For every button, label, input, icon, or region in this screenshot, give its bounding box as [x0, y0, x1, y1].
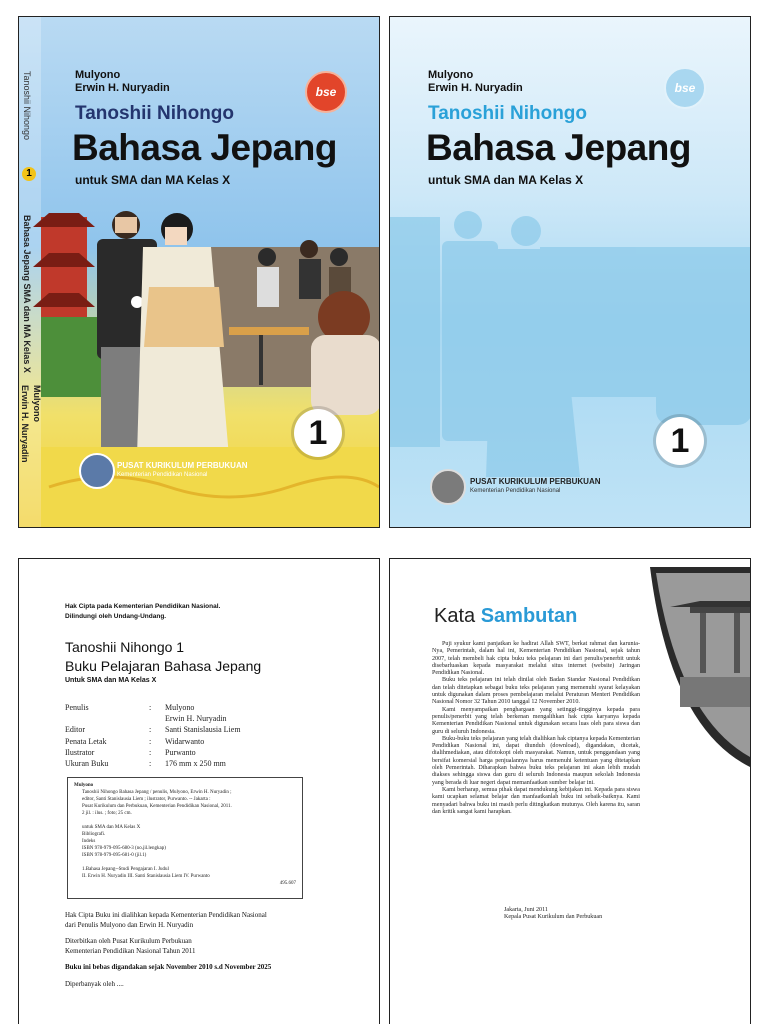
- catalog-line: [74, 859, 296, 866]
- credit-row: [65, 724, 241, 735]
- rights-transfer-1: Hak Cipta Buku ini dialihkan kepada Kementerian Pendidikan Nasional: [65, 911, 267, 919]
- catalog-line: [74, 817, 296, 824]
- credit-value: Purwanto: [165, 747, 196, 757]
- cover-authors: [75, 69, 170, 95]
- credit-row: [65, 713, 241, 724]
- cover-subtitle: untuk SMA dan MA Kelas X: [75, 173, 231, 187]
- catalog-line: 1.Bahasa Jepang--Studi Pengajaran I. Judul: [82, 867, 169, 872]
- catalog-line: untuk SMA dan MA Kelas X: [82, 825, 141, 830]
- bse-badge: bse: [305, 71, 347, 113]
- credit-row: [65, 702, 241, 713]
- spine-author1: Mulyono: [32, 385, 42, 422]
- spine-author2: Erwin H. Nuryadin: [20, 385, 30, 463]
- ministry-logo-icon: [430, 469, 466, 505]
- catalog-line: Tanoshii Nihongo Bahasa Jepang / penulis, Mulyono, Erwin H. Nuryadin ;: [82, 790, 232, 795]
- catalog-line: Mulyono: [74, 783, 94, 788]
- book-audience: Untuk SMA dan MA Kelas X: [65, 677, 157, 684]
- bse-badge: bse: [664, 67, 706, 109]
- foreword-heading: [434, 605, 577, 628]
- front-cover: [18, 16, 380, 528]
- book-title: Tanoshii Nihongo 1: [65, 639, 185, 655]
- volume-badge: 1: [294, 409, 342, 457]
- free-copy-note: Buku ini bebas digandakan sejak November 2010 s.d November 2025: [65, 963, 272, 971]
- signatory: Kepala Pusat Kurikulum dan Perbukuan: [504, 914, 603, 921]
- heading-plain: Kata: [434, 605, 481, 627]
- catalog-line: editor, Santi Stanislausia Liem ; ilustrator, Purwanto. -- Jakarta :: [82, 797, 211, 802]
- credit-label: Ilustrator: [65, 747, 95, 757]
- published-by-1: Diterbitkan oleh Pusat Kurikulum Perbukuan: [65, 937, 192, 945]
- catalog-number: 495.607: [279, 881, 296, 886]
- spine-title: Bahasa Jepang SMA dan MA Kelas X: [22, 215, 32, 373]
- catalog-line: Bibliografi.: [82, 832, 106, 837]
- credit-sep: :: [149, 736, 152, 746]
- foreword-page: [389, 558, 751, 1024]
- credit-value: 176 mm x 250 mm: [165, 759, 226, 769]
- credit-sep: :: [149, 725, 152, 735]
- credit-row: [65, 736, 241, 747]
- foreword-paragraph: Kami berharap, semua pihak dapat mendukung kebijakan ini. Kepada para siswa kami ucapkan selamat belajar dan manfaatkanlah buku ini sebaik-baiknya. Kami menyadari bahwa buku ini masih perlu ditingkatkan mutunya. Oleh karena itu, saran dan kritik sangat kami harapkan.: [432, 786, 640, 815]
- inner-title-page: [389, 16, 751, 528]
- rights-transfer-2: dari Penulis Mulyono dan Erwin H. Nuryadin: [65, 921, 194, 929]
- catalog-box: [67, 777, 303, 899]
- author-2: Erwin H. Nuryadin: [75, 82, 170, 94]
- catalog-line: ISBN 978-979-095-680-3 (no.jil.lengkap): [82, 846, 166, 851]
- rights-line-1: Hak Cipta pada Kementerian Pendidikan Nasional.: [65, 603, 221, 610]
- credit-value: Santi Stanislausia Liem: [165, 725, 241, 735]
- credit-label: Editor: [65, 725, 85, 735]
- foreword-paragraph: Puji syukur kami panjatkan ke hadirat Allah SWT, berkat rahmat dan karunia-Nya, Pemerintah, dalam hal ini, Kementerian Pendidikan Nasional, sejak tahun 2007, telah membeli hak cipta buku teks pelajaran ini dari penulis/penerbit untuk disebarluaskan kepada masyarakat melalui situs internet (website) Jaringan Pendidikan Nasional.: [432, 641, 640, 677]
- credit-sep: :: [149, 703, 152, 712]
- spine-volume: 1: [22, 167, 36, 181]
- credit-value: Mulyono: [165, 703, 195, 712]
- publisher-name: PUSAT KURIKULUM PERBUKUAN: [117, 461, 248, 470]
- catalog-line: II. Erwin H. Nuryadin III. Santi Stanislausia Liem IV. Purwanto: [82, 874, 210, 879]
- credit-sep: :: [149, 747, 152, 757]
- heading-accent: Sambutan: [480, 605, 578, 627]
- cover-title: Bahasa Jepang: [72, 127, 337, 168]
- foreword-paragraph: Buku teks pelajaran ini telah dinilai oleh Badan Standar Nasional Pendidikan dan telah ditetapkan sebagai buku teks pelajaran yang memenuhi syarat kelayakan untuk digunakan dalam proses pembelajaran melalui Peraturan Menteri Pendidikan Nasional Nomor 32 Tahun 2010 tanggal 12 November 2010.: [432, 677, 640, 706]
- credit-label: Ukuran Buku: [65, 759, 109, 769]
- credit-label: Penulis: [65, 703, 89, 712]
- spine-series: Tanoshii Nihongo: [22, 71, 32, 141]
- published-by-2: Kementerian Pendidikan Nasional Tahun 2011: [65, 947, 196, 955]
- place-date: Jakarta, Juni 2011: [504, 907, 548, 913]
- ministry-logo-icon: [79, 453, 115, 489]
- credit-value: Widarwanto: [165, 736, 205, 746]
- catalog-line: Indeks: [82, 839, 96, 844]
- foreword-body: [432, 641, 640, 816]
- foreword-signature: [504, 907, 602, 922]
- cover-series-title: Tanoshii Nihongo: [75, 103, 235, 124]
- copyright-page: [18, 558, 380, 1024]
- title-series: Tanoshii Nihongo: [428, 103, 588, 124]
- foreword-paragraph: Kami menyampaikan penghargaan yang setinggi-tingginya kepada para penulis/penerbit yang telah berkenan mengalihkan hak cipta karyanya kepada Kementerian Pendidikan Nasional untuk digunakan secara luas oleh para siswa dan guru di seluruh Indonesia.: [432, 706, 640, 735]
- author-1: Mulyono: [75, 69, 121, 81]
- volume-badge: 1: [656, 417, 704, 465]
- credit-value: Erwin H. Nuryadin: [165, 714, 227, 724]
- title-main: Bahasa Jepang: [426, 127, 691, 168]
- temple-photo: [630, 567, 750, 767]
- author-1: Mulyono: [428, 69, 474, 81]
- catalog-line: 2 jil. : ilus. ; foto; 25 cm.: [82, 811, 132, 816]
- publisher-sub: Kementerian Pendidikan Nasional: [470, 488, 561, 494]
- credit-row: [65, 758, 241, 769]
- catalog-line: Pusat Kurikulum dan Perbukuan, Kementerian Pendidikan Nasional, 2011.: [82, 804, 232, 809]
- author-2: Erwin H. Nuryadin: [428, 82, 523, 94]
- rights-line-2: Dilindungi oleh Undang-Undang.: [65, 613, 167, 620]
- credit-label: Penata Letak: [65, 736, 107, 746]
- credit-sep: :: [149, 759, 152, 769]
- foreword-paragraph: Buku-buku teks pelajaran yang telah dialihkan hak ciptanya kepada Kementerian Pendidikan Nasional ini, dapat diunduh (download), digandakan, dicetak, dialihmediakan, atau difotokopi oleh masyarakat. Namun, untuk penggandaan yang bersifat komersial harga penjualannya harus memenuhi ketentuan yang ditetapkan oleh Pemerintah. Diharapkan bahwa buku teks pelajaran ini akan lebih mudah diakses sehingga siswa dan guru di seluruh Indonesia maupun sekolah Indonesia yang berada di luar negeri dapat memanfaatkan sumber belajar ini.: [432, 735, 640, 786]
- credits-list: [65, 702, 241, 769]
- book-subtitle: Buku Pelajaran Bahasa Jepang: [65, 658, 262, 674]
- credit-sep: [149, 713, 165, 724]
- reproduced-by: Diperbanyak oleh ....: [65, 980, 124, 988]
- title-authors: [428, 69, 523, 95]
- catalog-line: ISBN 978-979-095-681-0 (jil.1): [82, 853, 147, 858]
- publisher-sub: Kementerian Pendidikan Nasional: [117, 472, 208, 478]
- publisher-name: PUSAT KURIKULUM PERBUKUAN: [470, 477, 601, 486]
- title-subtitle: untuk SMA dan MA Kelas X: [428, 173, 584, 187]
- credit-row: [65, 747, 241, 758]
- credit-label: [65, 713, 149, 724]
